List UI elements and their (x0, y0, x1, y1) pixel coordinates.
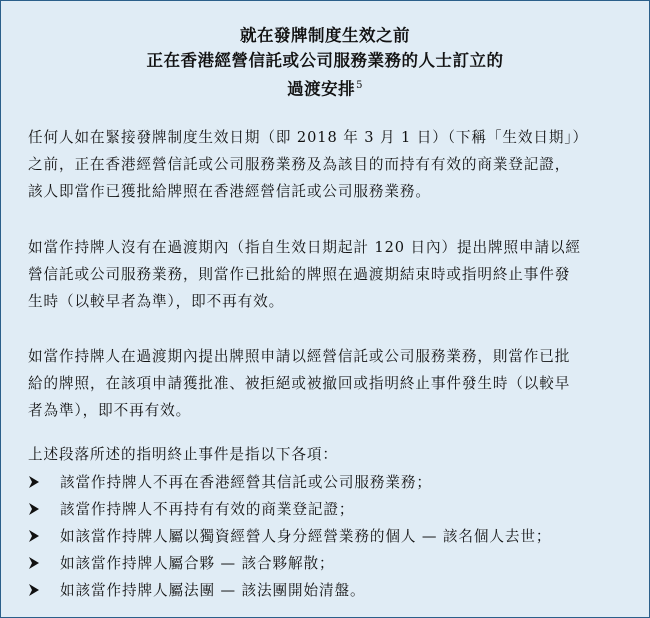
list-item (28, 468, 633, 495)
paragraph-line: 如當作持牌人沒有在過渡期內（指自生效日期起計 120 日內）提出牌照申請以經 (28, 239, 581, 256)
arrowhead-bullet-icon (28, 583, 40, 597)
paragraph-line: 營信託或公司服務業務，則當作已批給的牌照在過渡期結束時或指明終止事件發 (28, 266, 571, 283)
list-item (28, 522, 633, 549)
paragraph-line: 該人即當作已獲批給牌照在香港經營信託或公司服務業務。 (28, 183, 431, 200)
paragraph-line: 給的牌照，在該項申請獲批准、被拒絕或被撤回或指明終止事件發生時（以較早 (28, 375, 571, 392)
notice-title-line-3 (1, 75, 649, 101)
paragraph-line: 者為準），即不再有效。 (28, 402, 192, 419)
paragraph-line: 如當作持牌人在過渡期內提出牌照申請以經營信託或公司服務業務，則當作已批 (28, 348, 571, 365)
list-item-text: 該當作持牌人不再在香港經營其信託或公司服務業務； (60, 474, 432, 491)
notice-title-line-1: 就在發牌制度生效之前 (240, 26, 410, 45)
list-item-text: 如該當作持牌人屬以獨資經營人身分經營業務的個人 — 該名個人去世； (60, 528, 552, 545)
paragraph-deemed-licensee (28, 124, 633, 205)
paragraph-line: 生時（以較早者為準），即不再有效。 (28, 293, 285, 310)
termination-events-intro: 上述段落所述的指明終止事件是指以下各項： (28, 446, 338, 463)
paragraph-line: 任何人如在緊接發牌制度生效日期（即 2018 年 3 月 1 日）（下稱「生效日期」） (28, 129, 589, 146)
list-item (28, 495, 633, 522)
paragraph-application-made (28, 343, 633, 424)
list-item-text: 如該當作持牌人屬合夥 — 該合夥解散； (60, 555, 335, 572)
list-item (28, 549, 633, 576)
list-item-text: 該當作持牌人不再持有有效的商業登記證； (60, 501, 355, 518)
notice-title-line-2: 正在香港經營信託或公司服務業務的人士訂立的 (146, 51, 504, 70)
arrowhead-bullet-icon (28, 475, 40, 489)
paragraph-no-application (28, 234, 633, 315)
paragraph-line: 之前，正在香港經營信託或公司服務業務及為該目的而持有有效的商業登記證， (28, 156, 571, 173)
list-item-text: 如該當作持牌人屬法團 — 該法團開始清盤。 (60, 582, 366, 599)
arrowhead-bullet-icon (28, 502, 40, 516)
footnote-reference: 5 (356, 80, 363, 91)
list-item (28, 576, 633, 603)
arrowhead-bullet-icon (28, 529, 40, 543)
termination-events-list (28, 468, 633, 603)
arrowhead-bullet-icon (28, 556, 40, 570)
notice-title-text: 過渡安排 (287, 79, 356, 99)
